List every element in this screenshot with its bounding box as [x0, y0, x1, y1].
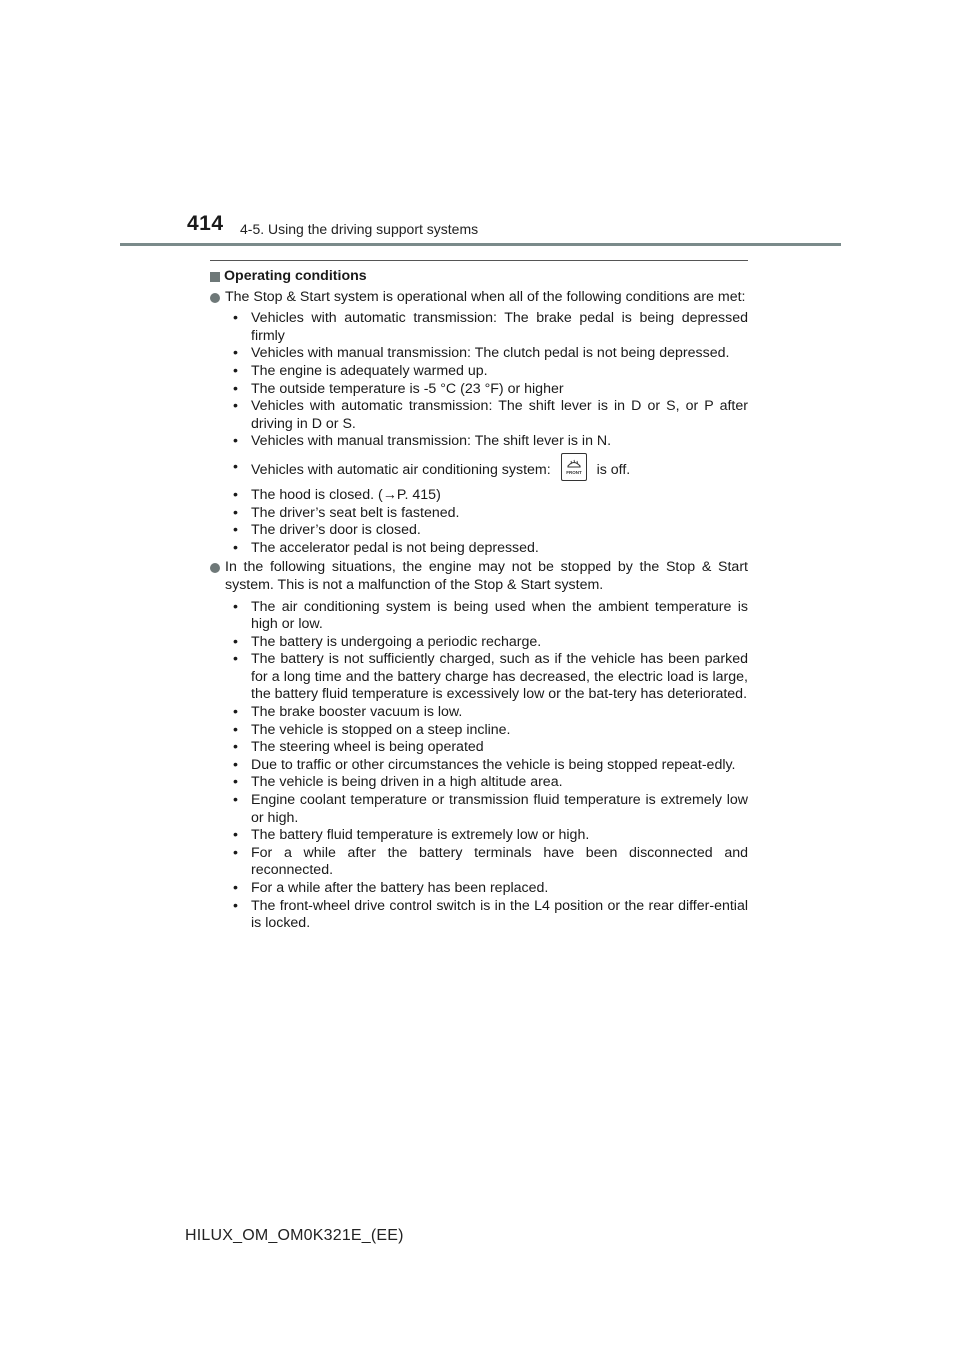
list-item: • Due to traffic or other circumstances the vehicle is being stopped repeat-edly. — [225, 757, 748, 775]
list-item: • The air conditioning system is being used when the ambient temperature is high or low. — [225, 599, 748, 634]
ac-item-text-before: Vehicles with automatic air conditioning system: — [251, 461, 551, 478]
list-item: • The hood is closed. (→P. 415) — [225, 487, 748, 505]
list-item: • The front-wheel drive control switch is in the L4 position or the rear differ-ential is locked. — [225, 898, 748, 933]
list-item: • The battery is undergoing a periodic recharge. — [225, 634, 748, 652]
ac-item-text-after: is off. — [596, 461, 631, 478]
list-item: • Vehicles with manual transmission: The clutch pedal is not being depressed. — [225, 345, 748, 363]
situation-list — [210, 599, 748, 933]
list-item: • The outside temperature is -5 °C (23 °F) or higher — [225, 381, 748, 399]
heading-text: Operating conditions — [224, 268, 367, 284]
list-item: • The accelerator pedal is not being depressed. — [225, 540, 748, 558]
square-bullet-icon — [210, 272, 220, 282]
list-item: • Vehicles with manual transmission: The shift lever is in N. — [225, 433, 748, 451]
list-item: • The brake booster vacuum is low. — [225, 704, 748, 722]
list-item: • The steering wheel is being operated — [225, 739, 748, 757]
operating-conditions-heading — [210, 268, 748, 286]
list-item: • The driver’s door is closed. — [225, 522, 748, 540]
point-1-text: The Stop & Start system is operational when all of the following conditions are met: — [225, 288, 746, 305]
page-number: 414 — [187, 212, 224, 235]
list-item: • The driver’s seat belt is fastened. — [225, 505, 748, 523]
front-button-label: FRONT — [565, 469, 582, 475]
circle-bullet-icon — [210, 563, 220, 573]
list-item: • For a while after the battery has been replaced. — [225, 880, 748, 898]
list-item: • The battery fluid temperature is extremely low or high. — [225, 827, 748, 845]
header-rule — [120, 243, 841, 246]
document-code-footer: HILUX_OM_OM0K321E_(EE) — [185, 1227, 404, 1244]
condition-point-2 — [210, 559, 748, 594]
list-item: • The vehicle is being driven in a high altitude area. — [225, 774, 748, 792]
list-item: • The engine is adequately warmed up. — [225, 363, 748, 381]
list-item: • For a while after the battery terminals have been disconnected and reconnected. — [225, 845, 748, 880]
point-2-text: In the following situations, the engine may not be stopped by the Stop & Start system. This is not a malfunction of the Stop & Start system. — [225, 559, 748, 593]
condition-point-1 — [210, 289, 748, 307]
list-item: • Vehicles with automatic transmission: The shift lever is in D or S, or P after driving in D or S. — [225, 398, 748, 433]
content-top-rule — [210, 260, 748, 261]
list-item: • The battery is not sufficiently charged, such as if the vehicle has been parked for a long time and the battery charge has decreased, the electric load is large, the battery fluid temperature is excessively low or the bat-tery has deteriorated. — [225, 651, 748, 704]
list-item: • Vehicles with automatic transmission: The brake pedal is being depressed firmly — [225, 310, 748, 345]
circle-bullet-icon — [210, 293, 220, 303]
section-title: 4-5. Using the driving support systems — [240, 221, 479, 237]
list-item: • Engine coolant temperature or transmission fluid temperature is extremely low or high. — [225, 792, 748, 827]
content-area — [210, 264, 748, 933]
list-item-ac — [225, 459, 748, 481]
list-item: • The vehicle is stopped on a steep incline. — [225, 722, 748, 740]
condition-list-a — [210, 310, 748, 557]
front-defogger-icon — [561, 453, 587, 481]
